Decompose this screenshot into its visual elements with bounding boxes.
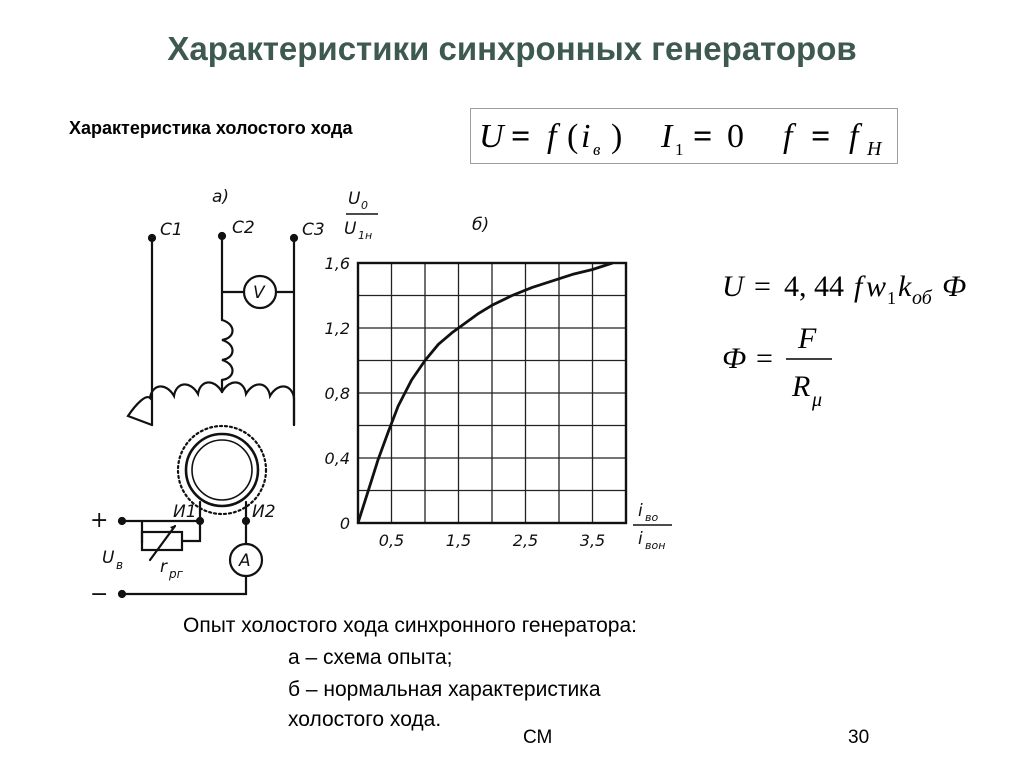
source-label-sub: в <box>116 558 124 572</box>
formula-eq-1: = <box>511 118 531 155</box>
flux-eq: = <box>756 342 773 375</box>
no-load-formula-box <box>470 108 898 164</box>
formula-zero: 0 <box>727 118 744 155</box>
section-subtitle: Характеристика холостого хода <box>69 118 353 138</box>
plus-label: + <box>90 508 109 533</box>
formula-i: i <box>581 118 591 155</box>
slide-title: Характеристики синхронных генераторов <box>167 30 857 67</box>
terminal-c1-label: С1 <box>160 220 183 240</box>
formula-f2: f <box>783 118 793 155</box>
field-terminal-1-label: И1 <box>173 502 197 522</box>
x-tick-label: 1,5 <box>445 531 472 550</box>
formula-U: U <box>479 118 504 155</box>
chart-ticks <box>325 254 606 550</box>
flux-phi: Ф <box>722 342 747 375</box>
voltmeter-label: V <box>253 283 265 303</box>
formula-f3-sub: H <box>867 138 882 160</box>
figure-caption-b-cont: холостого хода. <box>288 708 442 731</box>
flux-denominator-sub: μ <box>812 389 823 411</box>
x-tick-label: 0,5 <box>378 531 405 550</box>
ammeter-label: A <box>239 551 251 571</box>
y-tick-label: 0,8 <box>324 384 350 403</box>
test-circuit-schematic <box>80 180 325 610</box>
formula-i-sub: в <box>593 140 601 159</box>
chart-grid <box>358 263 626 523</box>
formula-paren-close: ) <box>611 118 623 155</box>
emf-eq: = <box>754 270 771 303</box>
figure-caption-title: Опыт холостого хода синхронного генератора: <box>183 614 638 637</box>
x-label-denominator: i <box>638 529 643 549</box>
minus-wire <box>126 576 246 594</box>
footer-label: СМ <box>523 727 553 748</box>
y-label-numerator-sub: 0 <box>361 199 368 212</box>
rheostat-label-sub: рг <box>169 567 183 581</box>
emf-f: f <box>854 270 863 303</box>
y-label-numerator: U <box>348 189 361 209</box>
schematic-label: а) <box>212 187 230 207</box>
rheostat-to-i1 <box>182 524 200 541</box>
formula-I: I <box>661 118 673 155</box>
phase-winding-b <box>222 320 233 380</box>
emf-and-flux-formulas <box>700 250 1000 430</box>
formula-f3: f <box>849 118 859 155</box>
y-label-denominator-sub: 1н <box>358 229 373 242</box>
y-tick-label: 1,2 <box>324 319 350 338</box>
plus-terminal <box>119 518 125 524</box>
emf-w: w <box>866 270 887 303</box>
page-number: 30 <box>848 727 870 748</box>
x-label-denominator-sub: вон <box>645 539 666 552</box>
no-load-formula <box>471 109 899 165</box>
no-load-characteristic-chart <box>320 180 700 580</box>
rheostat-label: r <box>160 557 167 577</box>
terminal-c2-label: С2 <box>232 218 255 238</box>
x-label-numerator: i <box>638 501 643 521</box>
rheostat-body <box>142 532 182 550</box>
flux-denominator: R <box>792 370 811 403</box>
phase-winding-c <box>222 382 294 425</box>
x-tick-label: 2,5 <box>512 531 539 550</box>
rotor-outer <box>186 434 258 506</box>
formula-paren-open: ( <box>567 118 579 155</box>
emf-phi: Ф <box>942 270 967 303</box>
figure-caption-b: б – нормальная характеристика <box>288 678 601 701</box>
emf-coef: 4, 44 <box>784 270 844 303</box>
y-tick-label: 1,6 <box>324 254 350 273</box>
source-label: U <box>102 548 115 568</box>
minus-terminal <box>119 591 125 597</box>
minus-label: − <box>90 582 109 607</box>
emf-k-sub: об <box>912 287 932 309</box>
flux-numerator: F <box>798 322 817 355</box>
y-label-denominator: U <box>344 219 357 239</box>
y-tick-label: 0,4 <box>324 449 350 468</box>
x-label-numerator-sub: во <box>645 511 659 524</box>
chart-panel-label: б) <box>472 215 490 235</box>
emf-U: U <box>722 270 744 303</box>
x-tick-label: 3,5 <box>579 531 606 550</box>
formula-eq-2: = <box>693 118 713 155</box>
terminal-c3-label: С3 <box>302 220 325 240</box>
y-tick-label: 0 <box>339 514 350 533</box>
phase-winding-a <box>128 382 222 425</box>
emf-w-sub: 1 <box>887 288 896 308</box>
field-terminal-2-label: И2 <box>252 502 276 522</box>
rotor-inner <box>192 440 252 500</box>
formula-eq-3: = <box>811 118 831 155</box>
figure-caption-a: а – схема опыта; <box>288 646 453 669</box>
emf-k: k <box>898 270 912 303</box>
formula-f: f <box>547 118 557 155</box>
formula-I-sub: 1 <box>675 140 684 159</box>
